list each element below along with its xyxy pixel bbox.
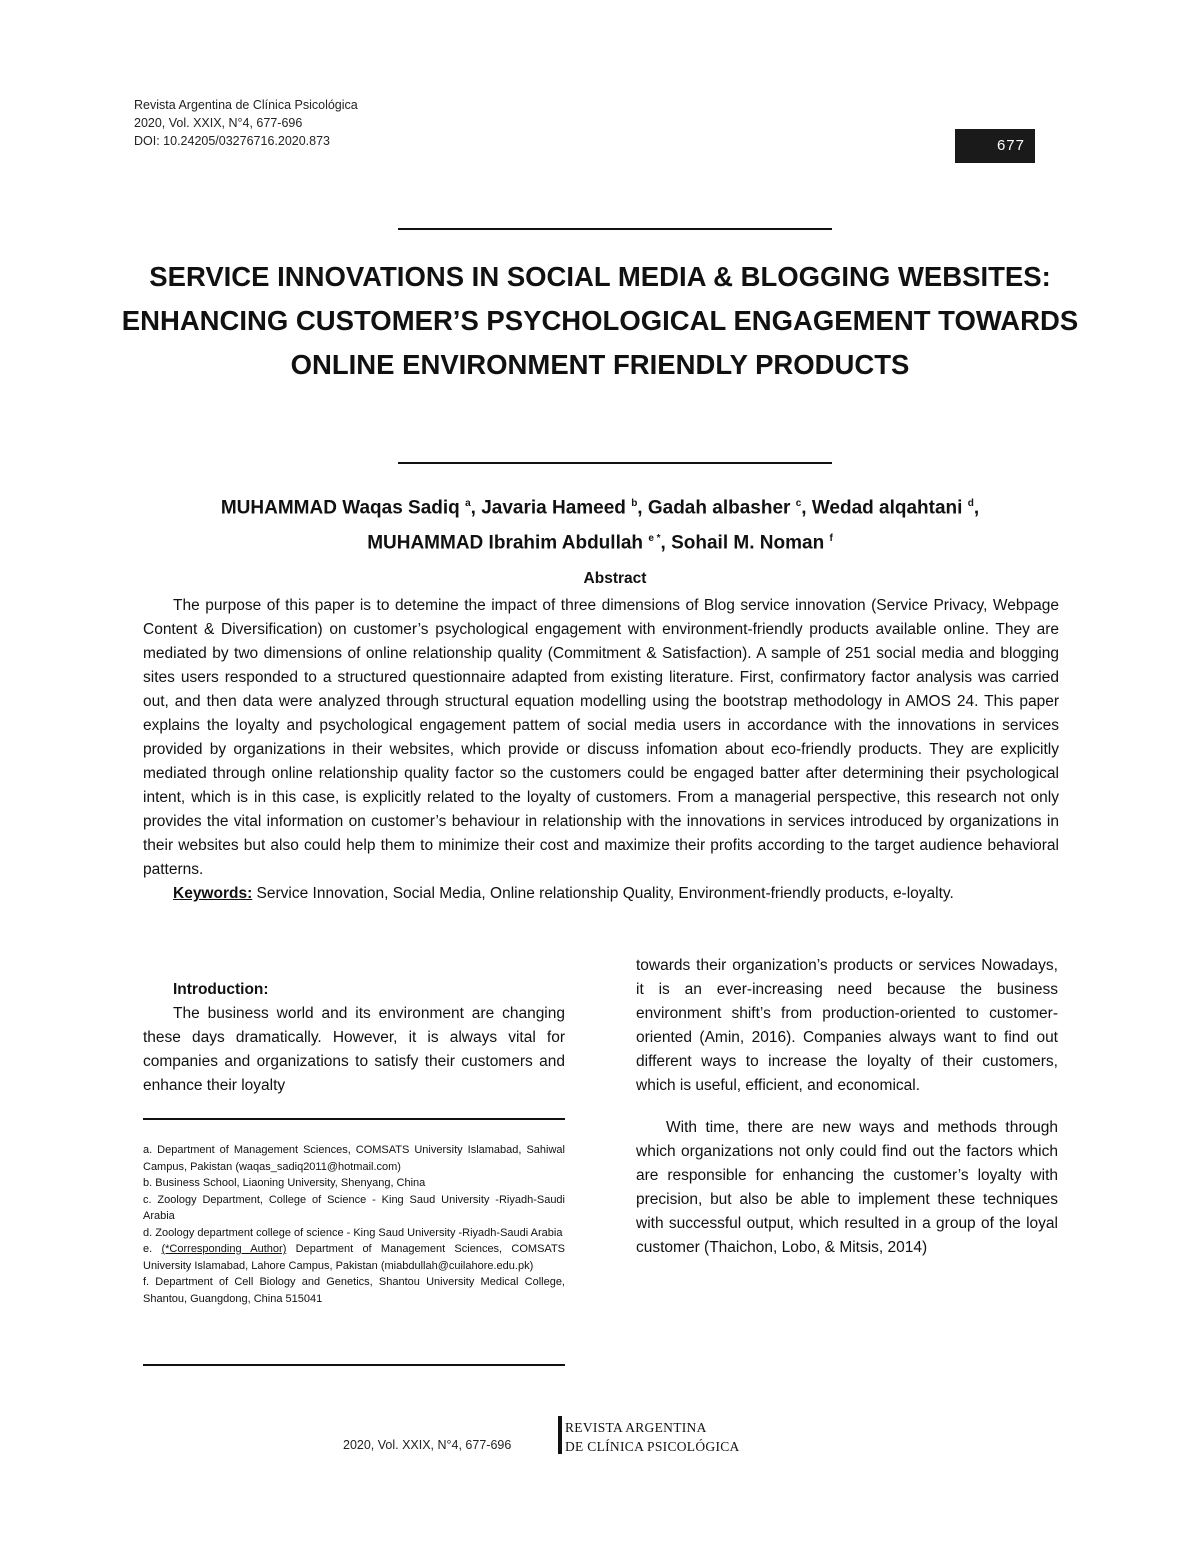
footnote-a: a. Department of Management Sciences, COMSATS University Islamabad, Sahiwal Campus, Pakistan (waqas_sadiq2011@hotmail.com) — [143, 1144, 565, 1173]
footnote-f: f. Department of Cell Biology and Genetics, Shantou University Medical College, Shantou, Guangdong, China 515041 — [143, 1276, 565, 1305]
author-name: Javaria Hameed — [481, 497, 632, 519]
right-column — [636, 954, 1058, 1260]
author-name: Sohail M. Noman — [671, 532, 830, 554]
abstract-text: The purpose of this paper is to detemine the impact of three dimensions of Blog service innovation (Service Privacy, Webpage Content & Diversification) on customer’s psychological engagement with environment-friendly products available online. They are mediated by two dimensions of online relationship quality (Commitment & Satisfaction). A sample of 251 social media and blogging sites users responded to a structured questionnaire adapted from existing literature. First, confirmatory factor analysis was carried out, and then data were analyzed through structural equation modelling using the bootstrap methodology in AMOS 24. This paper explains the loyalty and psychological engagement pattem of social media users in accordance with the innovations in services provided by organizations in their websites, which provide or discuss infomation about eco-friendly products. They are explicitly mediated through online relationship quality factor so the customers could be engaged batter after determining their psychological intent, which is in this case, is explicitly related to the loyalty of customers. From a managerial perspective, this research not only provides the vital information on customer’s behaviour in relationship with the innovations in services introduced by organizations in their websites but also could help them to minimize their cost and maximize their profits according to the target audience behavioral patterns. — [143, 597, 1059, 878]
footer-logo-bar — [558, 1416, 562, 1454]
introduction-right-p2: With time, there are new ways and methods through which organizations not only could find out the factors which are responsible for enhancing the customer’s loyalty with precision, but also be able to implement these techniques with successful output, which resulted in a group of the loyal customer (Thaichon, Lobo, & Mitsis, 2014) — [636, 1119, 1058, 1256]
author-separator: , — [801, 497, 812, 519]
author-affiliation-mark: d — [967, 498, 974, 509]
keywords-text: Service Innovation, Social Media, Online relationship Quality, Environment-friendly products, e-loyalty. — [252, 885, 954, 902]
footnote-d: d. Zoology department college of science - King Saud University -Riyadh-Saudi Arabia — [143, 1226, 563, 1239]
footer-logo-line-1: REVISTA ARGENTINA — [565, 1420, 707, 1435]
author-separator: , — [637, 497, 648, 519]
journal-name: Revista Argentina de Clínica Psicológica — [134, 98, 358, 112]
corresponding-author-link: (*Corresponding Author) — [161, 1243, 287, 1255]
title-top-rule — [398, 228, 832, 230]
footnote-c: c. Zoology Department, College of Science - King Saud University -Riyadh-Saudi Arabia — [143, 1193, 565, 1222]
introduction-right-p1: towards their organization’s products or services Nowadays, it is an ever-increasing need because the business environment shift’s from production-oriented to customer-oriented (Amin, 2016). Companies always want to find out different ways to increase the loyalty of their customers, which is useful, efficient, and economical. — [636, 957, 1058, 1094]
footer-journal-logo — [565, 1418, 740, 1456]
author-name: MUHAMMAD Ibrahim Abdullah — [367, 532, 649, 554]
page-number-box: 677 — [955, 129, 1035, 163]
journal-volume: 2020, Vol. XXIX, N°4, 677-696 — [134, 116, 303, 130]
journal-header — [134, 96, 358, 150]
doi: DOI: 10.24205/03276716.2020.873 — [134, 134, 331, 148]
paper-title: SERVICE INNOVATIONS IN SOCIAL MEDIA & BLOGGING WEBSITES: ENHANCING CUSTOMER’S PSYCHOLOGICAL ENGAGEMENT TOWARDS ONLINE ENVIRONMENT FRIENDLY PRODUCTS — [121, 261, 1079, 380]
footnote-b: b. Business School, Liaoning University, Shenyang, China — [143, 1177, 426, 1189]
author-name: Gadah albasher — [647, 497, 796, 519]
author-affiliation-mark: f — [829, 533, 833, 545]
footnote-e — [143, 1241, 565, 1274]
author-separator: , — [660, 532, 672, 554]
keywords-label: Keywords: — [173, 885, 253, 902]
authors-line-1 — [120, 488, 1080, 523]
author-list — [120, 488, 1080, 559]
introduction-left-text: The business world and its environment are changing these days dramatically. However, it is always vital for companies and organizations to satisfy their customers and enhance their loyalty — [143, 1005, 565, 1094]
author-affiliation-mark: c — [795, 498, 802, 509]
footer-logo-line-2: DE CLÍNICA PSICOLÓGICA — [565, 1439, 740, 1454]
author-separator: , — [973, 497, 980, 519]
author-name: MUHAMMAD Waqas Sadiq — [220, 497, 466, 519]
introduction-heading: Introduction: — [173, 981, 269, 998]
author-affiliation-mark: e * — [648, 533, 661, 545]
footnote-e-text: Department of Management Sciences, COMSATS University Islamabad, Lahore Campus, Pakistan (miabdullah@cuilahore.edu.pk) — [143, 1243, 565, 1272]
authors-line-2 — [120, 523, 1080, 558]
author-affiliation-mark: b — [631, 498, 638, 509]
author-name: Wedad alqahtani — [811, 497, 968, 519]
affiliations-footnotes — [143, 1142, 565, 1307]
footnote-bottom-rule — [143, 1364, 565, 1366]
title-bottom-rule — [398, 462, 832, 464]
abstract-body — [143, 594, 1059, 906]
author-separator: , — [470, 497, 482, 519]
abstract-heading: Abstract — [583, 570, 647, 587]
footer-citation: 2020, Vol. XXIX, N°4, 677-696 — [343, 1438, 512, 1452]
left-column — [143, 978, 565, 1098]
author-affiliation-mark: a — [465, 498, 471, 509]
keywords — [143, 882, 1059, 906]
footnote-top-rule — [143, 1118, 565, 1120]
footnote-e-prefix: e. — [143, 1243, 162, 1255]
